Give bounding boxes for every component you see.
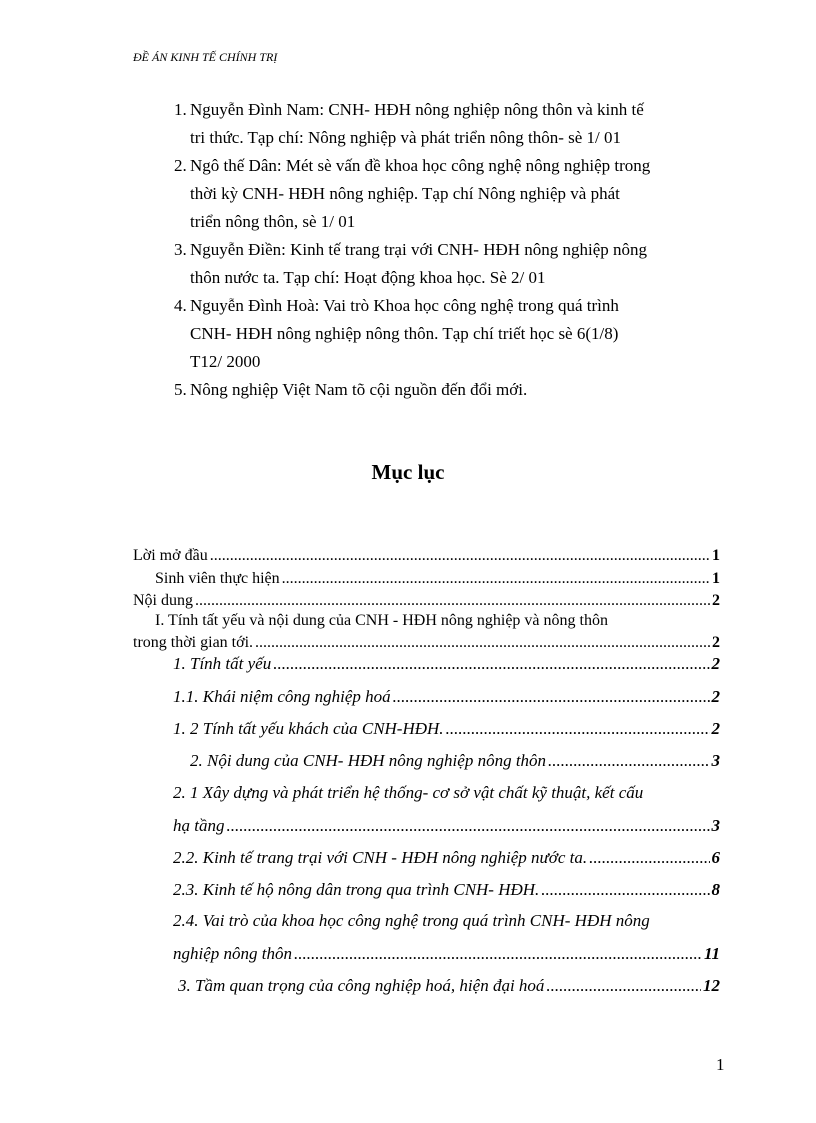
reference-number: 2. [174,156,187,175]
toc-entry[interactable]: hạ tầng ..... 3 [173,816,720,836]
page-header: ĐỀ ÁN KINH TẾ CHÍNH TRỊ [133,50,278,64]
reference-text: Nguyễn Đình Nam: CNH- HĐH nông nghiệp nông thôn và kinh tế [190,100,644,119]
toc-entry[interactable]: nghiệp nông thôn ..... 11 [173,944,720,964]
page-number: 1 [716,1055,725,1074]
toc-title: Mục lục [371,460,445,484]
reference-number: 1. [174,100,187,119]
toc-entry[interactable]: 1. Tính tất yếu ..... 2 [173,654,720,674]
toc-entry[interactable]: 3. Tầm quan trọng của công nghiệp hoá, hiện đại hoá ..... 12 [178,976,720,996]
toc-entry[interactable]: 1.1. Khái niệm công nghiệp hoá ..... 2 [173,687,720,707]
reference-number: 3. [174,240,187,259]
reference-number: 5. [174,380,187,399]
reference-number: 4. [174,296,187,315]
reference-text: Nguyễn Đình Hoà: Vai trò Khoa học công nghệ trong quá trình [190,296,619,315]
toc-entry[interactable]: 2.2. Kinh tế trang trại với CNH - HĐH nông nghiệp nước ta. ..... 6 [173,848,720,868]
toc-entry[interactable]: 2.3. Kinh tế hộ nông dân trong qua trình CNH- HĐH. ..... 8 [173,880,720,900]
toc-entry-line: I. Tính tất yếu và nội dung của CNH - HĐH nông nghiệp và nông thôn [155,612,608,629]
reference-text: Nguyễn Điền: Kinh tế trang trại với CNH- HĐH nông nghiệp nông [190,240,648,259]
toc-entry[interactable]: Nội dung ..... 2 [133,592,720,610]
reference-text: T12/ 2000 [190,352,261,371]
toc-entry-line: 2. 1 Xây dựng và phát triển hệ thống- cơ sở vật chất kỹ thuật, kết cấu [173,783,644,802]
toc-entry-line: 2.4. Vai trò của khoa học công nghệ trong quá trình CNH- HĐH nông [173,911,650,930]
reference-text: thôn nước ta. Tạp chí: Hoạt động khoa học. Sè 2/ 01 [190,268,546,287]
reference-text: Nông nghiệp Việt Nam tõ cội nguồn đến đổi mới. [190,380,528,399]
reference-text: triển nông thôn, sè 1/ 01 [190,212,356,231]
reference-text: CNH- HĐH nông nghiệp nông thôn. Tạp chí triết học sè 6(1/8) [190,324,619,343]
toc-entry[interactable]: trong thời gian tới. ..... 2 [133,634,720,652]
toc-entry[interactable]: 2. Nội dung của CNH- HĐH nông nghiệp nông thôn ..... 3 [190,751,720,771]
toc-entry[interactable]: Lời mở đầu ..... 1 [133,547,720,565]
reference-text: tri thức. Tạp chí: Nông nghiệp và phát triển nông thôn- sè 1/ 01 [190,128,621,147]
reference-text: Ngô thế Dân: Mét sè vấn đề khoa học công nghệ nông nghiệp trong [190,156,651,175]
reference-text: thời kỳ CNH- HĐH nông nghiệp. Tạp chí Nông nghiệp và phát [190,184,620,203]
toc-entry[interactable]: 1. 2 Tính tất yếu khách của CNH-HĐH. ..... 2 [173,719,720,739]
toc-entry[interactable]: Sinh viên thực hiện ..... 1 [155,570,720,588]
